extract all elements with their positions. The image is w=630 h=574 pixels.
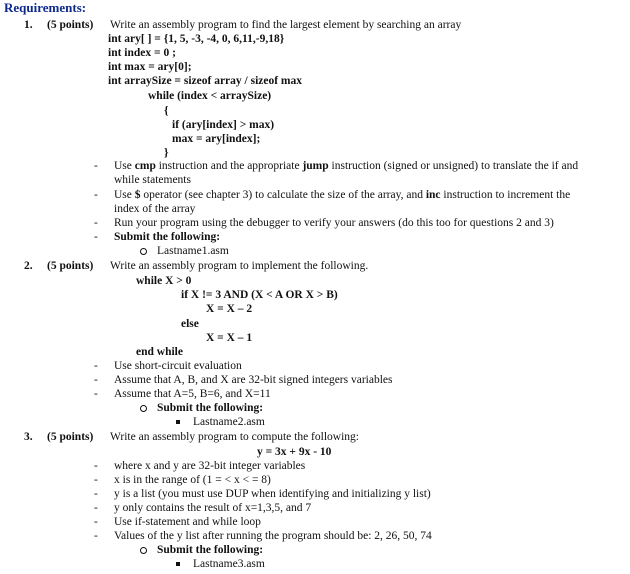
q1-bullet-cmp: Use cmp instruction and the appropriate jump instruction (signed or unsigned) to translate the if and	[114, 160, 579, 172]
page-heading: Requirements:	[4, 0, 87, 15]
q3-bullet: where x and y are 32-bit integer variables	[114, 460, 306, 472]
q1-code-line: int arraySize = sizeof array / sizeof max	[108, 75, 303, 87]
q1-bullet-dollar-cont: index of the array	[114, 203, 196, 215]
q1-code-line: int ary[ ] = {1, 5, -3, -4, 0, 6,11,-9,18}	[108, 33, 285, 45]
q3-formula: y = 3x + 9x - 10	[257, 446, 332, 458]
q2-file: Lastname2.asm	[193, 416, 265, 428]
q3-number: 3.	[24, 431, 33, 443]
q3-bullet: y is a list (you must use DUP when identifying and initializing y list)	[114, 488, 431, 500]
q1-code-line: {	[164, 105, 169, 117]
bullet-dash: -	[94, 530, 98, 542]
q1-number: 1.	[24, 19, 33, 31]
bullet-dash: -	[94, 488, 98, 500]
q3-intro: Write an assembly program to compute the following:	[110, 431, 359, 443]
bullet-dash: -	[94, 160, 98, 172]
q2-code-line: if X != 3 AND (X < A OR X > B)	[181, 289, 338, 301]
q1-code-line: while (index < arraySize)	[148, 90, 272, 102]
q1-bullet-cmp-cont: while statements	[114, 174, 191, 186]
q1-file: Lastname1.asm	[157, 245, 229, 257]
circle-bullet-icon	[140, 405, 147, 412]
q1-code-line: if (ary[index] > max)	[172, 119, 275, 131]
q1-points: (5 points)	[47, 19, 94, 31]
q1-submit: Submit the following:	[114, 231, 221, 243]
square-bullet-icon	[176, 420, 180, 424]
q3-submit: Submit the following:	[157, 544, 264, 556]
q3-bullet: y only contains the result of x=1,3,5, and 7	[114, 502, 312, 514]
q2-code-line: X = X – 1	[206, 332, 253, 344]
bullet-dash: -	[94, 460, 98, 472]
q2-bullet: Use short-circuit evaluation	[114, 360, 242, 372]
square-bullet-icon	[176, 562, 180, 566]
q1-code-line: }	[164, 147, 169, 159]
circle-bullet-icon	[140, 248, 147, 255]
bullet-dash: -	[94, 189, 98, 201]
q2-code-line: X = X – 2	[206, 303, 253, 315]
q1-code-line: max = ary[index];	[172, 133, 261, 145]
bullet-dash: -	[94, 502, 98, 514]
bullet-dash: -	[94, 231, 98, 243]
q2-code-line: while X > 0	[136, 275, 192, 287]
q3-bullet: Use if-statement and while loop	[114, 516, 261, 528]
q2-bullet: Assume that A, B, and X are 32-bit signed integers variables	[114, 374, 393, 386]
q2-intro: Write an assembly program to implement the following.	[110, 260, 369, 272]
bullet-dash: -	[94, 474, 98, 486]
q2-points: (5 points)	[47, 260, 94, 272]
q3-file: Lastname3.asm	[193, 558, 265, 570]
bullet-dash: -	[94, 374, 98, 386]
q1-code-line: int max = ary[0];	[108, 61, 192, 73]
q2-code-line: end while	[136, 346, 183, 358]
q2-submit: Submit the following:	[157, 402, 264, 414]
q2-bullet: Assume that A=5, B=6, and X=11	[114, 388, 271, 400]
q2-code-line: else	[181, 318, 199, 330]
q3-points: (5 points)	[47, 431, 94, 443]
bullet-dash: -	[94, 217, 98, 229]
bullet-dash: -	[94, 360, 98, 372]
q1-bullet-debugger: Run your program using the debugger to verify your answers (do this too for questions 2 and 3)	[114, 217, 554, 229]
q1-bullet-dollar: Use $ operator (see chapter 3) to calculate the size of the array, and inc instruction to increment the	[114, 189, 571, 201]
q1-intro: Write an assembly program to find the largest element by searching an array	[110, 19, 462, 31]
q3-bullet: x is in the range of (1 = < x < = 8)	[114, 474, 271, 486]
q2-number: 2.	[24, 260, 33, 272]
circle-bullet-icon	[140, 547, 147, 554]
bullet-dash: -	[94, 388, 98, 400]
q3-bullet: Values of the y list after running the program should be: 2, 26, 50, 74	[114, 530, 432, 542]
q1-code-line: int index = 0 ;	[108, 47, 176, 59]
bullet-dash: -	[94, 516, 98, 528]
